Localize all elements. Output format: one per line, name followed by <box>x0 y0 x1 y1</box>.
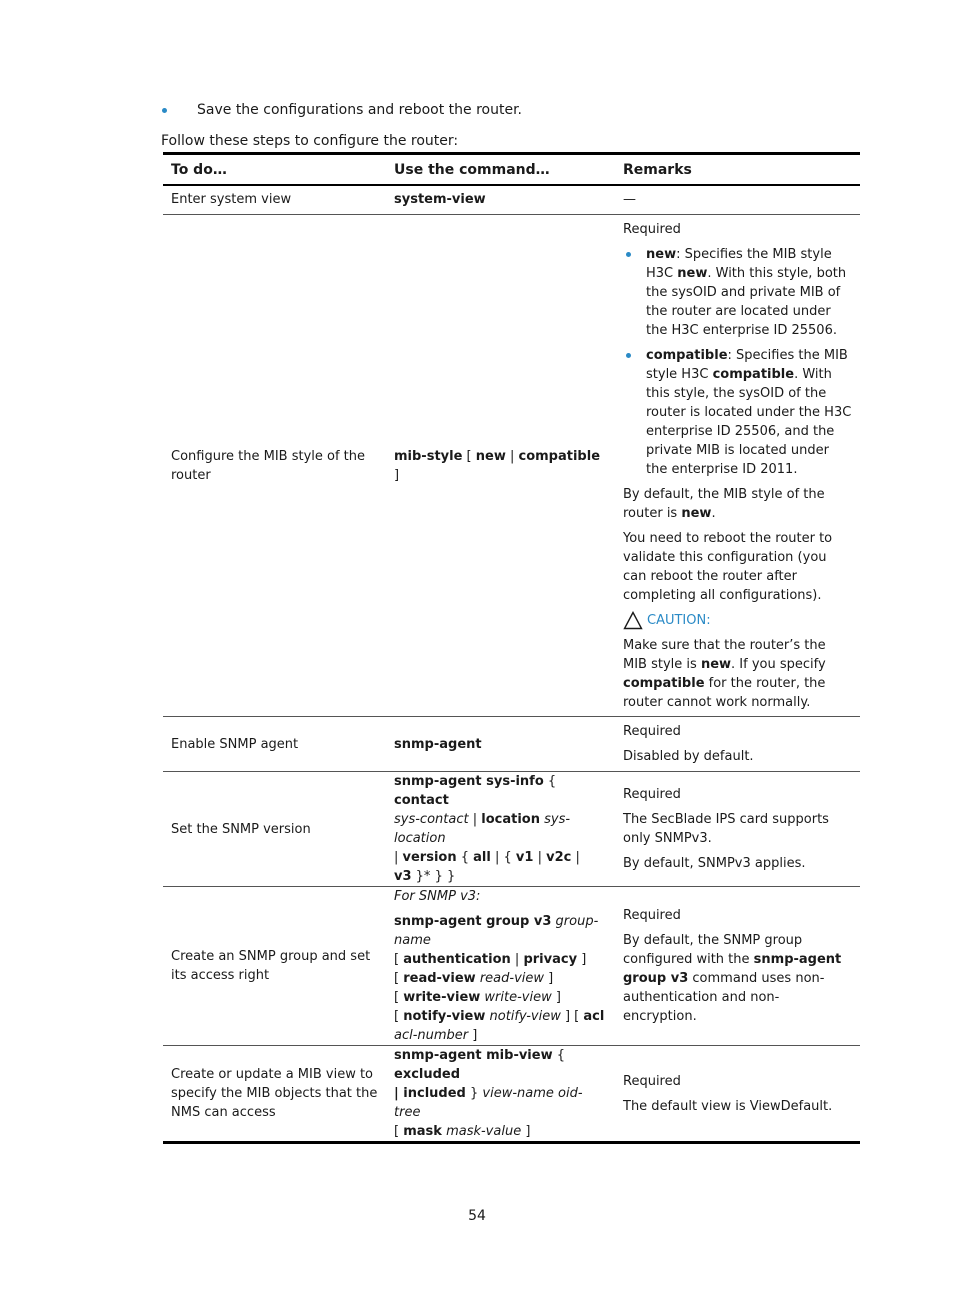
todo-cell: Set the SNMP version <box>163 772 386 887</box>
header-command: Use the command… <box>386 154 615 185</box>
table-row <box>163 215 860 717</box>
command-cell: system-view <box>386 185 615 215</box>
header-remarks: Remarks <box>615 154 860 185</box>
list-item: new: Specifies the MIB style H3C new. With this style, both the sysOID and private MIB of the router are located under the H3C enterprise ID 25506. <box>646 245 852 340</box>
remarks-cell: Required The default view is ViewDefault. <box>615 1046 860 1143</box>
remarks-cell: Required Disabled by default. <box>615 717 860 772</box>
remarks-cell: Required By default, the SNMP group configured with the snmp-agent group v3 command uses non-authentication and non-encryption. <box>615 887 860 1046</box>
table-row <box>163 772 860 887</box>
bullet-text: Save the configurations and reboot the router. <box>197 102 522 118</box>
header-todo: To do… <box>163 154 386 185</box>
command-cell: snmp-agent mib-view { excluded | included } view-name oid-tree [ mask mask-value ] <box>386 1046 615 1143</box>
table-row <box>163 185 860 215</box>
todo-cell: Configure the MIB style of the router <box>163 215 386 717</box>
caution-label: CAUTION: <box>623 611 852 630</box>
todo-cell: Create or update a MIB view to specify the MIB objects that the NMS can access <box>163 1046 386 1143</box>
warning-triangle-icon <box>623 611 643 630</box>
list-item: compatible: Specifies the MIB style H3C compatible. With this style, the sysOID of the router is located under the H3C enterprise ID 25506, and the private MIB is located under the enterprise ID 2011. <box>646 347 852 477</box>
bullet-dot-icon <box>162 108 167 113</box>
todo-cell: Create an SNMP group and set its access right <box>163 887 386 1046</box>
remarks-cell: — <box>615 185 860 215</box>
table-row <box>163 717 860 772</box>
command-cell: For SNMP v3: snmp-agent group v3 group-name [ authentication | privacy ] [ read-view read-view ] [ write-view write-view ] [ notify-view notify-view ] [ acl acl-number ] <box>386 887 615 1046</box>
configuration-table <box>163 152 860 1144</box>
page-number: 54 <box>468 1208 486 1224</box>
intro-text: Follow these steps to configure the router: <box>161 133 459 149</box>
todo-cell: Enable SNMP agent <box>163 717 386 772</box>
table-row <box>163 1046 860 1143</box>
table-row <box>163 887 860 1046</box>
command-cell: mib-style [ new | compatible ] <box>386 215 615 717</box>
todo-cell: Enter system view <box>163 185 386 215</box>
remarks-cell: Required new: Specifies the MIB style H3C new. With this style, both the sysOID and private MIB of the router are located under the H3C enterprise ID 25506. compatible: Specifies the MIB style H3C compatible. With this style, the sysOID of the router is located under the H3C enterprise ID 25506, and the private MIB is located under the enterprise ID 2011. By default, the MIB style of the router is new. You need to reboot the router to validate this configuration (you can reboot the router after completing all configurations). CAUTION: Make sure that the router’s the MIB style is new. If you specify compatible for the router, the router cannot work normally. <box>615 215 860 717</box>
command-cell: snmp-agent <box>386 717 615 772</box>
command-cell: snmp-agent sys-info { contact sys-contact | location sys-location | version { all | { v1 | v2c | v3 }* } } <box>386 772 615 887</box>
table-header-row <box>163 154 860 185</box>
remarks-cell: Required The SecBlade IPS card supports only SNMPv3. By default, SNMPv3 applies. <box>615 772 860 887</box>
